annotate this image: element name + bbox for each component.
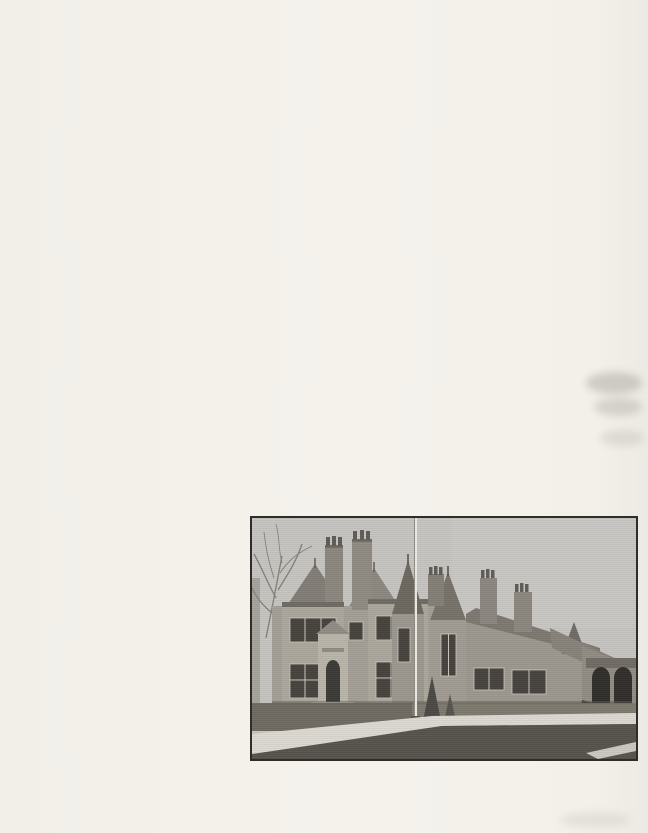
entrance bbox=[312, 620, 354, 707]
scan-smudge bbox=[594, 398, 642, 416]
scan-smudge bbox=[560, 812, 630, 828]
scan-smudge bbox=[586, 372, 642, 394]
mansion-photo-illustration bbox=[252, 518, 636, 759]
figure-15-4 bbox=[250, 516, 638, 770]
scan-smudge bbox=[600, 430, 644, 446]
mansion-photo bbox=[250, 516, 638, 761]
